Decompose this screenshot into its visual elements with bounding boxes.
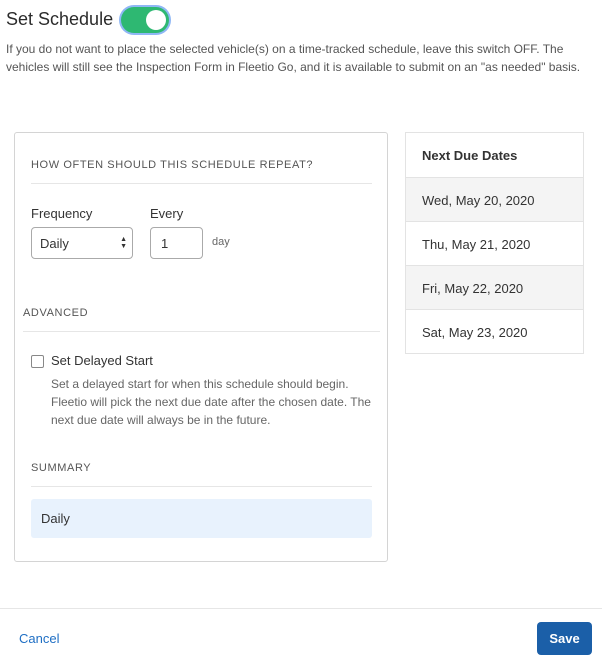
every-input[interactable]: [150, 227, 203, 259]
due-date-row: Fri, May 22, 2020: [406, 265, 583, 309]
repeat-heading: HOW OFTEN SHOULD THIS SCHEDULE REPEAT?: [31, 159, 314, 171]
schedule-header: [6, 5, 169, 33]
due-date-row: Thu, May 21, 2020: [406, 221, 583, 265]
advanced-heading: ADVANCED: [23, 307, 89, 319]
summary-box: [31, 499, 372, 538]
due-date-row: Wed, May 20, 2020: [406, 177, 583, 221]
next-due-dates-table: [405, 132, 584, 354]
toggle-knob: [146, 10, 166, 30]
delayed-start-label[interactable]: Set Delayed Start: [51, 353, 153, 368]
schedule-description: If you do not want to place the selected vehicle(s) on a time-tracked schedule, leave this switch OFF. The vehicles will still see the Inspection Form in Fleetio Go, and it is available to submit on an "as needed" basis.: [6, 42, 581, 74]
due-dates-heading: Next Due Dates: [422, 148, 518, 163]
every-unit: day: [212, 236, 230, 248]
every-label: Every: [150, 206, 184, 221]
save-button[interactable]: Save: [537, 622, 592, 655]
summary-heading: SUMMARY: [31, 462, 92, 474]
delayed-start-help: Set a delayed start for when this schedule should begin. Fleetio will pick the next due date after the chosen date. The next due date will always be in the future.: [51, 377, 371, 427]
cancel-button[interactable]: Cancel: [19, 631, 60, 646]
modal-footer: [0, 608, 602, 658]
divider: [23, 331, 380, 332]
every-input-value: 1: [161, 236, 169, 251]
schedule-toggle[interactable]: [121, 7, 169, 33]
frequency-select-value: Daily: [40, 236, 69, 251]
frequency-label: Frequency: [31, 206, 93, 221]
page-title: Set Schedule: [6, 9, 114, 29]
delayed-start-checkbox[interactable]: [31, 355, 44, 368]
divider: [31, 486, 372, 487]
frequency-select[interactable]: [31, 227, 133, 259]
schedule-settings-card: [14, 132, 388, 562]
due-date-row: Sat, May 23, 2020: [406, 309, 583, 353]
divider: [31, 183, 372, 184]
summary-text: Daily: [41, 511, 70, 526]
select-arrows-icon: ▲ ▼: [120, 236, 127, 250]
